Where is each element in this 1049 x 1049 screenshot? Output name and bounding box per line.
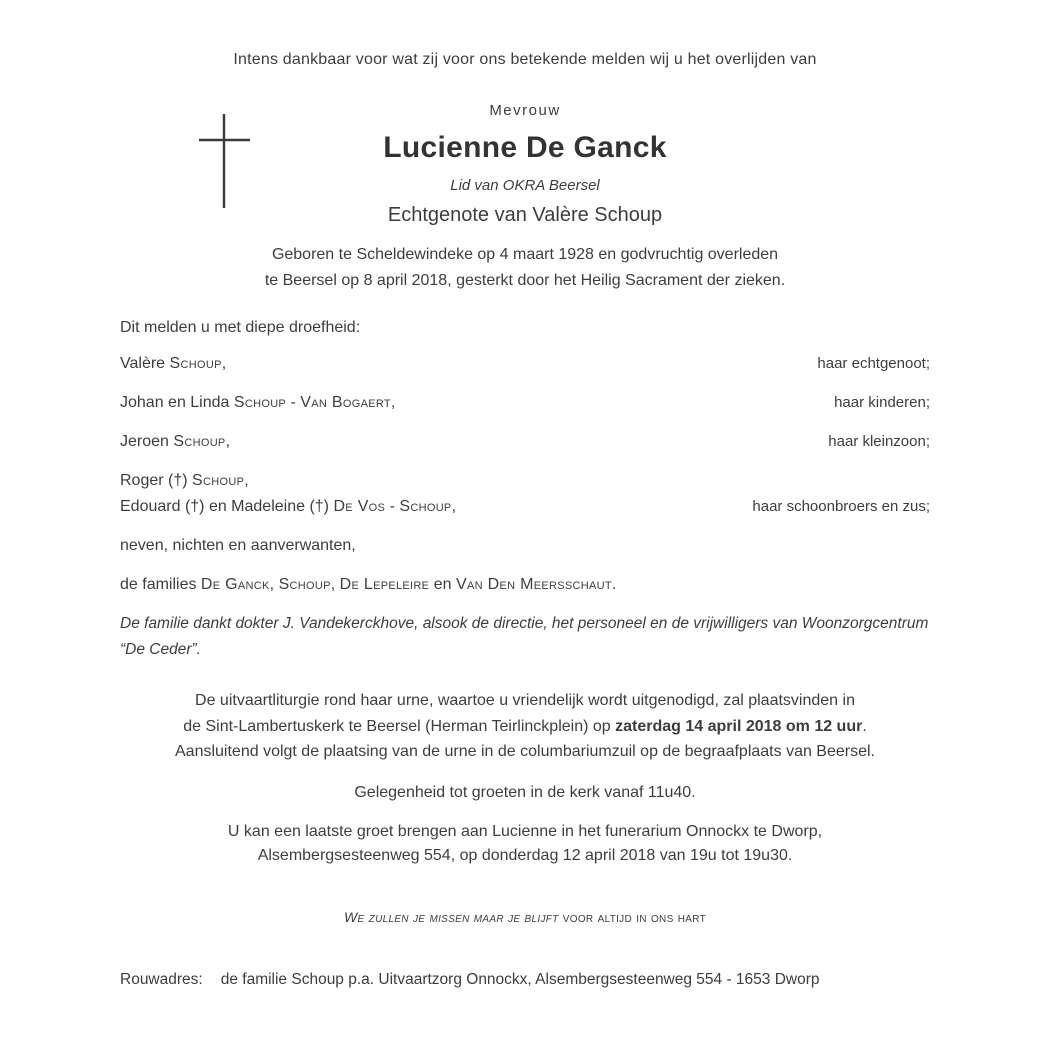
- relative-names: [120, 468, 456, 520]
- relative-name-line: [120, 572, 616, 598]
- life-dates: [120, 242, 930, 294]
- text-segment: en: [429, 576, 456, 593]
- text-segment: zaterdag 14 april 2018 om 12 uur: [615, 717, 863, 735]
- text-segment: Schoup: [169, 355, 222, 372]
- relation-label: haar schoonbroers en zus;: [752, 498, 930, 515]
- text-segment: ,: [225, 433, 231, 450]
- text-segment: ,: [451, 498, 457, 515]
- text-segment: Edouard (†) en Madeleine (†): [120, 498, 334, 515]
- text-segment: Johan en Linda: [120, 394, 234, 411]
- relative-name-line: [120, 429, 230, 455]
- relative-row: [120, 533, 930, 559]
- text-segment: .: [862, 717, 867, 735]
- text-segment: Schoup: [192, 472, 245, 489]
- mourning-address-label: Rouwadres:: [120, 970, 203, 988]
- relative-name-line: [120, 351, 226, 377]
- intro-line: Intens dankbaar voor wat zij voor ons betekende melden wij u het overlijden van: [233, 51, 817, 68]
- funerarium-line-1: U kan een laatste groet brengen aan Lucienne in het funerarium Onnockx te Dworp,: [227, 822, 823, 840]
- service-paragraph: [120, 688, 930, 765]
- mourning-address-value: de familie Schoup p.a. Uitvaartzorg Onnockx, Alsembergsesteenweg 554 - 1653 Dworp: [220, 970, 820, 988]
- text-segment: Van Bogaert: [300, 394, 391, 411]
- relative-names: [120, 429, 230, 455]
- relative-name-line: [120, 468, 456, 494]
- relative-name-line: [120, 494, 456, 520]
- death-line: te Beersel op 8 april 2018, gesterkt door het Heilig Sacrament der zieken.: [264, 272, 786, 289]
- deceased-name: Lucienne De Ganck: [383, 131, 667, 164]
- text-segment: De Lepeleire: [339, 576, 430, 593]
- relative-row: [120, 429, 930, 455]
- text-segment: ,: [244, 472, 249, 489]
- text-segment: ,: [390, 394, 396, 411]
- spouse-line: Echtgenote van Valère Schoup: [387, 204, 663, 226]
- text-segment: -: [385, 498, 400, 515]
- relation-label: haar kinderen;: [834, 394, 930, 411]
- text-segment: voor altijd in ons hart: [562, 908, 706, 925]
- relative-row: [120, 390, 930, 416]
- relative-name-line: [120, 533, 356, 559]
- text-segment: De Vos: [333, 498, 386, 515]
- text-segment: Schoup: [173, 433, 226, 450]
- funerarium-paragraph: [120, 820, 930, 868]
- acknowledgement-paragraph: De familie dankt dokter J. Vandekerckhove, alsook de directie, het personeel en de vrijwilligers van Woonzorgcentrum “De Ceder”.: [120, 615, 929, 658]
- relative-names: [120, 351, 226, 377]
- service-line-1: De uitvaartliturgie rond haar urne, waartoe u vriendelijk wordt uitgenodigd, zal plaatsvinden in: [195, 692, 855, 709]
- relation-label: haar echtgenoot;: [817, 355, 930, 372]
- text-segment: We zullen je missen maar je blijft: [344, 908, 563, 925]
- motto-line: [120, 909, 930, 925]
- funerarium-line-2: Alsembergsesteenweg 554, op donderdag 12 april 2018 van 19u tot 19u30.: [257, 846, 793, 864]
- text-segment: neven, nichten en aanverwanten,: [120, 537, 356, 554]
- mourning-address: [120, 971, 930, 989]
- text-segment: ,: [269, 576, 279, 593]
- text-segment: de Sint-Lambertuskerk te Beersel (Herman Teirlinckplein) op: [183, 717, 616, 735]
- relative-names: [120, 533, 356, 559]
- text-segment: ,: [330, 576, 340, 593]
- announcement-line: Dit melden u met diepe droefheid:: [120, 319, 361, 336]
- text-segment: Valère: [120, 355, 170, 372]
- relative-row: [120, 572, 930, 598]
- text-segment: De Ganck: [200, 576, 270, 593]
- text-segment: Schoup: [278, 576, 331, 593]
- relative-row: [120, 468, 930, 520]
- text-segment: de families: [120, 576, 201, 593]
- relative-names: [120, 572, 616, 598]
- membership-line: Lid van OKRA Beersel: [450, 177, 600, 194]
- text-segment: Schoup: [233, 394, 287, 411]
- greeting-line: Gelegenheid tot groeten in de kerk vanaf 11u40.: [354, 783, 696, 801]
- relative-names: [120, 390, 395, 416]
- text-segment: Jeroen: [120, 433, 174, 450]
- relation-label: haar kleinzoon;: [828, 433, 930, 450]
- text-segment: Schoup: [399, 498, 452, 515]
- salutation: Mevrouw: [489, 102, 561, 119]
- birth-line: Geboren te Scheldewindeke op 4 maart 1928 en godvruchtig overleden: [271, 246, 779, 263]
- text-segment: Roger (†): [120, 472, 193, 489]
- service-line-3: Aansluitend volgt de plaatsing van de urne in de columbariumzuil op de begraafplaats van Beersel.: [175, 743, 875, 760]
- text-segment: Van Den Meersschaut: [455, 576, 612, 593]
- relative-name-line: [120, 390, 395, 416]
- service-line-2: [120, 714, 930, 740]
- text-segment: ,: [221, 355, 227, 372]
- text-segment: -: [286, 394, 301, 411]
- relative-row: [120, 351, 930, 377]
- announcement-content: [120, 0, 930, 989]
- relatives-list: [120, 351, 930, 598]
- text-segment: .: [611, 576, 617, 593]
